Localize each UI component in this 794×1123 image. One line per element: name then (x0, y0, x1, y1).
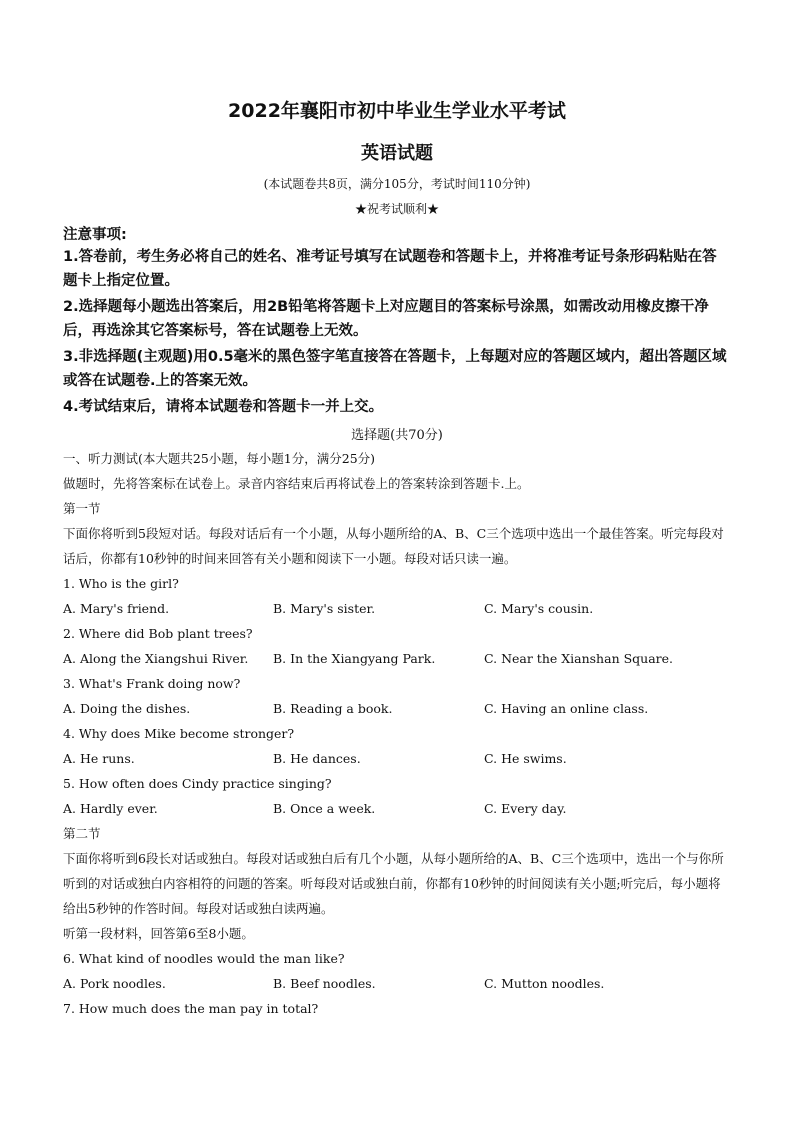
notice-item-2: 2.选择题每小题选出答案后，用2B铅笔将答题卡上对应题目的答案标号涂黑，如需改动用橡皮擦干净后，再选涂其它答案标号，答在试题卷上无效。 (63, 299, 709, 339)
options-5 (63, 796, 731, 821)
option-b: B. Beef noodles. (273, 976, 376, 991)
notice-item-3: 3.非选择题(主观题)用0.5毫米的黑色签字笔直接答在答题卡，上每题对应的答题区域内，超出答题区域或答在试题卷.上的答案无效。 (63, 349, 727, 389)
option-a: A. Mary's friend. (63, 601, 170, 616)
option-a: A. Hardly ever. (63, 801, 158, 816)
options-6 (63, 971, 731, 996)
option-c: C. Every day. (484, 801, 567, 816)
exam-title: 2022年襄阳市初中毕业生学业水平考试 (228, 100, 566, 122)
subject-title: 英语试题 (361, 143, 433, 164)
option-b: B. Once a week. (273, 801, 376, 816)
question-2: 2. Where did Bob plant trees? (63, 626, 253, 641)
option-b: B. Mary's sister. (273, 601, 376, 616)
part1-directions: 下面你将听到5段短对话。每段对话后有一个小题，从每小题所给的A、B、C三个选项中选出一个最佳答案。听完每段对话后，你都有10秒钟的时间来回答有关小题和阅读下一小题。每段对话只读一遍。 (63, 526, 724, 566)
option-a: A. Pork noodles. (63, 976, 166, 991)
notice-item-1: 1.答卷前，考生务必将自己的姓名、准考证号填写在试题卷和答题卡上，并将准考证号条形码粘贴在答题卡上指定位置。 (63, 249, 717, 289)
good-luck-line: ★祝考试顺利★ (354, 202, 439, 216)
notice-heading: 注意事项: (63, 227, 127, 243)
option-c: C. Mutton noodles. (484, 976, 605, 991)
option-c: C. Having an online class. (484, 701, 649, 716)
question-3: 3. What's Frank doing now? (63, 676, 241, 691)
question-6: 6. What kind of noodles would the man like? (63, 951, 345, 966)
part2-directions: 下面你将听到6段长对话或独白。每段对话或独白后有几个小题，从每小题所给的A、B、C三个选项中，选出一个与你所听到的对话或独白内容相符的问题的答案。听每段对话或独白前，你都有10秒钟的时间阅读有关小题;听完后，每小题将给出5秒钟的作答时间。每段对话或独白读两遍。 (63, 851, 724, 916)
option-b: B. In the Xiangyang Park. (273, 651, 436, 666)
notice-item-4: 4.考试结束后，请将本试题卷和答题卡一并上交。 (63, 399, 384, 415)
part-one-heading: 一、听力测试(本大题共25小题，每小题1分，满分25分) (63, 451, 376, 466)
option-a: A. He runs. (63, 751, 135, 766)
question-7: 7. How much does the man pay in total? (63, 1001, 319, 1016)
option-b: B. Reading a book. (273, 701, 393, 716)
options-1 (63, 596, 731, 621)
option-a: A. Doing the dishes. (63, 701, 191, 716)
options-3 (63, 696, 731, 721)
material-1-instruction: 听第一段材料，回答第6至8小题。 (63, 926, 254, 941)
option-c: C. He swims. (484, 751, 567, 766)
question-5: 5. How often does Cindy practice singing? (63, 776, 332, 791)
option-b: B. He dances. (273, 751, 361, 766)
option-c: C. Near the Xianshan Square. (484, 651, 674, 666)
options-2 (63, 646, 731, 671)
exam-info: (本试题卷共8页，满分105分，考试时间110分钟) (263, 177, 531, 191)
options-4 (63, 746, 731, 771)
option-c: C. Mary's cousin. (484, 601, 594, 616)
listening-instruction: 做题时，先将答案标在试卷上。录音内容结束后再将试卷上的答案转涂到答题卡.上。 (63, 476, 530, 491)
question-4: 4. Why does Mike become stronger? (63, 726, 295, 741)
question-1: 1. Who is the girl? (63, 576, 179, 591)
part1-heading: 第一节 (63, 501, 101, 516)
option-a: A. Along the Xiangshui River. (63, 651, 249, 666)
section-title: 选择题(共70分) (351, 428, 443, 443)
part2-heading: 第二节 (63, 826, 101, 841)
